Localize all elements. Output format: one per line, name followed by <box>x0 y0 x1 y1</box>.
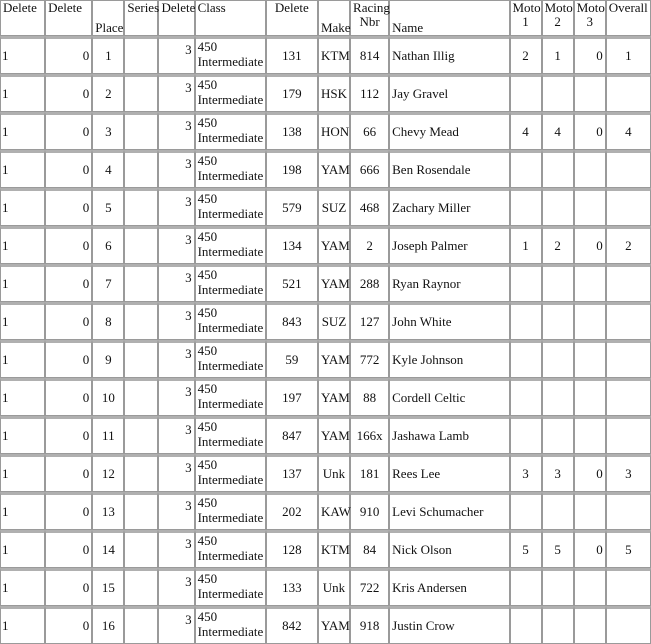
cell-racing-nbr: 84 <box>350 530 389 568</box>
cell-series <box>124 74 158 112</box>
cell-place: 7 <box>92 264 124 302</box>
cell-delete-2: 0 <box>45 74 92 112</box>
cell-place: 13 <box>92 492 124 530</box>
class-size: 450 <box>197 267 218 282</box>
cell-delete-3: 3 <box>158 416 194 454</box>
cell-delete-1: 1 <box>0 530 45 568</box>
table-row <box>0 492 651 530</box>
cell-class <box>195 454 266 492</box>
cell-delete-1: 1 <box>0 302 45 340</box>
cell-overall: 1 <box>606 36 651 74</box>
cell-moto-1 <box>510 302 542 340</box>
cell-overall: 3 <box>606 454 651 492</box>
class-size: 450 <box>197 153 218 168</box>
table-row <box>0 454 651 492</box>
cell-moto-2 <box>542 150 574 188</box>
class-size: 450 <box>197 343 218 358</box>
cell-place: 3 <box>92 112 124 150</box>
header-delete-4: Delete <box>266 0 318 36</box>
cell-class <box>195 226 266 264</box>
cell-racing-nbr: 2 <box>350 226 389 264</box>
class-level: Intermediate <box>197 624 264 639</box>
cell-place: 5 <box>92 188 124 226</box>
class-level: Intermediate <box>197 548 264 563</box>
cell-delete-1: 1 <box>0 150 45 188</box>
cell-overall <box>606 378 651 416</box>
table-row <box>0 340 651 378</box>
cell-delete-2: 0 <box>45 606 92 644</box>
cell-series <box>124 378 158 416</box>
cell-series <box>124 568 158 606</box>
cell-name: Ben Rosendale <box>389 150 509 188</box>
cell-moto-1: 1 <box>510 226 542 264</box>
cell-delete-3: 3 <box>158 302 194 340</box>
class-level: Intermediate <box>197 130 264 145</box>
cell-delete-3: 3 <box>158 74 194 112</box>
table-row <box>0 264 651 302</box>
cell-overall: 5 <box>606 530 651 568</box>
cell-class <box>195 188 266 226</box>
cell-delete-2: 0 <box>45 150 92 188</box>
cell-place: 15 <box>92 568 124 606</box>
cell-delete-1: 1 <box>0 606 45 644</box>
cell-make: YAM <box>318 264 350 302</box>
table-row <box>0 150 651 188</box>
cell-make: YAM <box>318 378 350 416</box>
cell-moto-3 <box>574 568 606 606</box>
cell-racing-nbr: 772 <box>350 340 389 378</box>
cell-series <box>124 492 158 530</box>
table-row <box>0 378 651 416</box>
table-row <box>0 226 651 264</box>
cell-moto-3: 0 <box>574 454 606 492</box>
cell-name: Nick Olson <box>389 530 509 568</box>
cell-delete-3: 3 <box>158 568 194 606</box>
cell-delete-4: 133 <box>266 568 318 606</box>
header-make: Make <box>318 0 350 36</box>
cell-moto-1 <box>510 150 542 188</box>
cell-delete-3: 3 <box>158 112 194 150</box>
cell-racing-nbr: 666 <box>350 150 389 188</box>
cell-racing-nbr: 722 <box>350 568 389 606</box>
cell-moto-3 <box>574 264 606 302</box>
cell-delete-4: 134 <box>266 226 318 264</box>
cell-delete-4: 128 <box>266 530 318 568</box>
header-row <box>0 0 651 36</box>
cell-racing-nbr: 127 <box>350 302 389 340</box>
cell-name: Kyle Johnson <box>389 340 509 378</box>
cell-delete-3: 3 <box>158 264 194 302</box>
cell-name: Nathan Illig <box>389 36 509 74</box>
cell-moto-3 <box>574 340 606 378</box>
cell-moto-3: 0 <box>574 112 606 150</box>
cell-delete-1: 1 <box>0 416 45 454</box>
cell-name: Zachary Miller <box>389 188 509 226</box>
cell-delete-2: 0 <box>45 302 92 340</box>
cell-overall: 4 <box>606 112 651 150</box>
cell-moto-1 <box>510 492 542 530</box>
table-row <box>0 74 651 112</box>
cell-delete-2: 0 <box>45 226 92 264</box>
cell-racing-nbr: 468 <box>350 188 389 226</box>
cell-moto-3: 0 <box>574 530 606 568</box>
cell-make: YAM <box>318 226 350 264</box>
cell-class <box>195 264 266 302</box>
cell-moto-2: 1 <box>542 36 574 74</box>
cell-overall <box>606 416 651 454</box>
cell-moto-2 <box>542 302 574 340</box>
cell-series <box>124 226 158 264</box>
cell-place: 8 <box>92 302 124 340</box>
cell-delete-4: 847 <box>266 416 318 454</box>
cell-delete-3: 3 <box>158 454 194 492</box>
cell-moto-3: 0 <box>574 226 606 264</box>
header-moto-1: Moto 1 <box>510 0 542 36</box>
cell-moto-3 <box>574 606 606 644</box>
cell-overall <box>606 188 651 226</box>
cell-moto-2 <box>542 606 574 644</box>
cell-delete-1: 1 <box>0 340 45 378</box>
cell-moto-1: 4 <box>510 112 542 150</box>
class-size: 450 <box>197 191 218 206</box>
cell-class <box>195 378 266 416</box>
class-size: 450 <box>197 457 218 472</box>
cell-moto-3 <box>574 416 606 454</box>
cell-racing-nbr: 910 <box>350 492 389 530</box>
header-delete-3: Delete <box>158 0 194 36</box>
cell-moto-3 <box>574 378 606 416</box>
cell-moto-2 <box>542 74 574 112</box>
cell-make: YAM <box>318 416 350 454</box>
class-level: Intermediate <box>197 434 264 449</box>
cell-series <box>124 340 158 378</box>
class-size: 450 <box>197 381 218 396</box>
class-size: 450 <box>197 571 218 586</box>
cell-series <box>124 454 158 492</box>
header-racing-nbr: Racing Nbr <box>350 0 389 36</box>
cell-delete-4: 131 <box>266 36 318 74</box>
cell-moto-3 <box>574 74 606 112</box>
cell-make: HON <box>318 112 350 150</box>
header-place: Place <box>92 0 124 36</box>
cell-delete-3: 3 <box>158 150 194 188</box>
cell-delete-3: 3 <box>158 188 194 226</box>
cell-delete-4: 198 <box>266 150 318 188</box>
cell-delete-3: 3 <box>158 606 194 644</box>
cell-name: Kris Andersen <box>389 568 509 606</box>
cell-delete-3: 3 <box>158 378 194 416</box>
cell-make: Unk <box>318 568 350 606</box>
cell-overall: 2 <box>606 226 651 264</box>
class-size: 450 <box>197 229 218 244</box>
cell-series <box>124 150 158 188</box>
cell-delete-1: 1 <box>0 568 45 606</box>
class-size: 450 <box>197 609 218 624</box>
class-level: Intermediate <box>197 320 264 335</box>
cell-place: 10 <box>92 378 124 416</box>
cell-moto-2 <box>542 568 574 606</box>
table-row <box>0 530 651 568</box>
cell-racing-nbr: 66 <box>350 112 389 150</box>
cell-moto-1: 3 <box>510 454 542 492</box>
cell-delete-3: 3 <box>158 340 194 378</box>
cell-delete-2: 0 <box>45 264 92 302</box>
cell-delete-2: 0 <box>45 36 92 74</box>
header-overall: Overall <box>606 0 651 36</box>
cell-racing-nbr: 918 <box>350 606 389 644</box>
cell-moto-1: 2 <box>510 36 542 74</box>
cell-racing-nbr: 166x <box>350 416 389 454</box>
cell-moto-3 <box>574 492 606 530</box>
cell-name: Levi Schumacher <box>389 492 509 530</box>
cell-delete-1: 1 <box>0 454 45 492</box>
cell-delete-4: 138 <box>266 112 318 150</box>
cell-delete-4: 179 <box>266 74 318 112</box>
class-size: 450 <box>197 77 218 92</box>
cell-place: 14 <box>92 530 124 568</box>
cell-delete-2: 0 <box>45 416 92 454</box>
class-level: Intermediate <box>197 510 264 525</box>
class-size: 450 <box>197 495 218 510</box>
cell-racing-nbr: 814 <box>350 36 389 74</box>
cell-delete-1: 1 <box>0 188 45 226</box>
class-level: Intermediate <box>197 586 264 601</box>
table-row <box>0 416 651 454</box>
cell-delete-1: 1 <box>0 74 45 112</box>
table-row <box>0 302 651 340</box>
cell-make: KTM <box>318 36 350 74</box>
cell-delete-2: 0 <box>45 492 92 530</box>
cell-name: Justin Crow <box>389 606 509 644</box>
table-row <box>0 112 651 150</box>
cell-moto-3: 0 <box>574 36 606 74</box>
header-class: Class <box>195 0 266 36</box>
cell-overall <box>606 492 651 530</box>
cell-place: 2 <box>92 74 124 112</box>
cell-place: 12 <box>92 454 124 492</box>
cell-name: Rees Lee <box>389 454 509 492</box>
cell-series <box>124 188 158 226</box>
header-delete-2: Delete <box>45 0 92 36</box>
cell-class <box>195 150 266 188</box>
header-delete-1: Delete <box>0 0 45 36</box>
header-series: Series <box>124 0 158 36</box>
cell-overall <box>606 606 651 644</box>
header-name: Name <box>389 0 509 36</box>
cell-racing-nbr: 112 <box>350 74 389 112</box>
cell-moto-1 <box>510 340 542 378</box>
cell-make: KAW <box>318 492 350 530</box>
cell-make: Unk <box>318 454 350 492</box>
cell-delete-2: 0 <box>45 454 92 492</box>
cell-racing-nbr: 181 <box>350 454 389 492</box>
cell-class <box>195 340 266 378</box>
cell-delete-2: 0 <box>45 568 92 606</box>
cell-class <box>195 530 266 568</box>
class-level: Intermediate <box>197 92 264 107</box>
cell-make: KTM <box>318 530 350 568</box>
cell-delete-3: 3 <box>158 492 194 530</box>
cell-delete-3: 3 <box>158 530 194 568</box>
class-level: Intermediate <box>197 396 264 411</box>
cell-name: Chevy Mead <box>389 112 509 150</box>
cell-make: YAM <box>318 340 350 378</box>
class-level: Intermediate <box>197 54 264 69</box>
cell-class <box>195 36 266 74</box>
class-level: Intermediate <box>197 206 264 221</box>
cell-delete-4: 579 <box>266 188 318 226</box>
cell-delete-2: 0 <box>45 378 92 416</box>
class-size: 450 <box>197 39 218 54</box>
cell-delete-4: 842 <box>266 606 318 644</box>
cell-delete-1: 1 <box>0 378 45 416</box>
cell-delete-4: 59 <box>266 340 318 378</box>
class-level: Intermediate <box>197 282 264 297</box>
cell-moto-2: 3 <box>542 454 574 492</box>
cell-place: 11 <box>92 416 124 454</box>
cell-name: Jay Gravel <box>389 74 509 112</box>
cell-delete-4: 197 <box>266 378 318 416</box>
cell-series <box>124 606 158 644</box>
cell-moto-1 <box>510 416 542 454</box>
cell-overall <box>606 74 651 112</box>
cell-overall <box>606 150 651 188</box>
class-level: Intermediate <box>197 358 264 373</box>
header-moto-2: Moto 2 <box>542 0 574 36</box>
table-row <box>0 568 651 606</box>
cell-moto-2 <box>542 378 574 416</box>
cell-delete-4: 843 <box>266 302 318 340</box>
cell-delete-2: 0 <box>45 340 92 378</box>
cell-moto-1 <box>510 378 542 416</box>
cell-delete-1: 1 <box>0 226 45 264</box>
cell-moto-2 <box>542 340 574 378</box>
cell-name: Cordell Celtic <box>389 378 509 416</box>
cell-moto-2 <box>542 264 574 302</box>
cell-overall <box>606 568 651 606</box>
cell-delete-2: 0 <box>45 112 92 150</box>
cell-moto-2 <box>542 416 574 454</box>
class-level: Intermediate <box>197 472 264 487</box>
class-size: 450 <box>197 419 218 434</box>
cell-delete-4: 521 <box>266 264 318 302</box>
cell-delete-2: 0 <box>45 530 92 568</box>
cell-moto-1 <box>510 264 542 302</box>
cell-moto-2 <box>542 492 574 530</box>
cell-place: 6 <box>92 226 124 264</box>
cell-name: Joseph Palmer <box>389 226 509 264</box>
cell-series <box>124 36 158 74</box>
cell-delete-3: 3 <box>158 36 194 74</box>
cell-delete-3: 3 <box>158 226 194 264</box>
cell-class <box>195 416 266 454</box>
cell-make: YAM <box>318 150 350 188</box>
cell-class <box>195 606 266 644</box>
cell-class <box>195 74 266 112</box>
cell-overall <box>606 264 651 302</box>
cell-moto-3 <box>574 188 606 226</box>
cell-make: SUZ <box>318 188 350 226</box>
cell-moto-1 <box>510 606 542 644</box>
cell-racing-nbr: 288 <box>350 264 389 302</box>
cell-name: Jashawa Lamb <box>389 416 509 454</box>
cell-moto-3 <box>574 150 606 188</box>
cell-delete-2: 0 <box>45 188 92 226</box>
class-size: 450 <box>197 305 218 320</box>
cell-overall <box>606 302 651 340</box>
cell-place: 1 <box>92 36 124 74</box>
cell-make: SUZ <box>318 302 350 340</box>
cell-class <box>195 568 266 606</box>
cell-delete-1: 1 <box>0 36 45 74</box>
cell-name: Ryan Raynor <box>389 264 509 302</box>
header-moto-3: Moto 3 <box>574 0 606 36</box>
cell-delete-4: 202 <box>266 492 318 530</box>
cell-place: 9 <box>92 340 124 378</box>
cell-name: John White <box>389 302 509 340</box>
cell-make: YAM <box>318 606 350 644</box>
cell-place: 16 <box>92 606 124 644</box>
cell-racing-nbr: 88 <box>350 378 389 416</box>
cell-class <box>195 302 266 340</box>
cell-moto-3 <box>574 302 606 340</box>
class-level: Intermediate <box>197 244 264 259</box>
cell-overall <box>606 340 651 378</box>
cell-class <box>195 492 266 530</box>
cell-moto-2: 4 <box>542 112 574 150</box>
cell-moto-2: 5 <box>542 530 574 568</box>
cell-series <box>124 416 158 454</box>
class-level: Intermediate <box>197 168 264 183</box>
cell-moto-2 <box>542 188 574 226</box>
cell-series <box>124 264 158 302</box>
cell-moto-1 <box>510 74 542 112</box>
cell-place: 4 <box>92 150 124 188</box>
cell-class <box>195 112 266 150</box>
table-row <box>0 188 651 226</box>
cell-moto-1: 5 <box>510 530 542 568</box>
cell-delete-1: 1 <box>0 112 45 150</box>
cell-series <box>124 302 158 340</box>
table-row <box>0 606 651 644</box>
cell-series <box>124 530 158 568</box>
table-row <box>0 36 651 74</box>
cell-moto-1 <box>510 568 542 606</box>
cell-delete-1: 1 <box>0 264 45 302</box>
class-size: 450 <box>197 115 218 130</box>
class-size: 450 <box>197 533 218 548</box>
cell-moto-2: 2 <box>542 226 574 264</box>
cell-series <box>124 112 158 150</box>
cell-moto-1 <box>510 188 542 226</box>
cell-delete-4: 137 <box>266 454 318 492</box>
cell-make: HSK <box>318 74 350 112</box>
cell-delete-1: 1 <box>0 492 45 530</box>
